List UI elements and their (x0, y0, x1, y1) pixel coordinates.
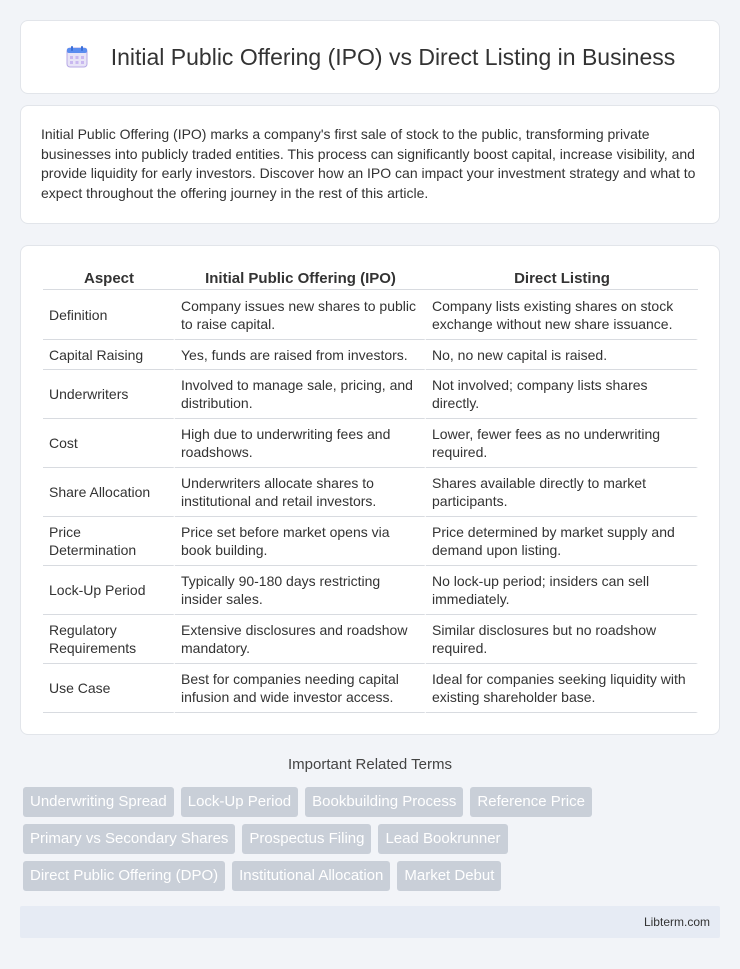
related-terms-list (23, 787, 723, 898)
cell-aspect: Price Determination (43, 517, 175, 566)
table-row (43, 290, 698, 340)
table-header-row (43, 264, 698, 290)
cell-ipo: Yes, funds are raised from investors. (175, 340, 426, 370)
term-tag[interactable]: Lock-Up Period (181, 787, 298, 817)
term-tag[interactable]: Market Debut (397, 861, 501, 891)
cell-aspect: Regulatory Requirements (43, 615, 175, 664)
cell-direct-listing: Company lists existing shares on stock exchange without new share issuance. (426, 290, 698, 340)
cell-direct-listing: Ideal for companies seeking liquidity with existing shareholder base. (426, 664, 698, 713)
footer (20, 906, 720, 938)
comparison-card (20, 245, 720, 735)
cell-ipo: Best for companies needing capital infusion and wide investor access. (175, 664, 426, 713)
table-row (43, 615, 698, 664)
title-card (20, 20, 720, 94)
terms-row (23, 861, 723, 891)
calendar-icon (65, 45, 89, 69)
cell-ipo: Company issues new shares to public to raise capital. (175, 290, 426, 340)
cell-aspect: Use Case (43, 664, 175, 713)
cell-direct-listing: Similar disclosures but no roadshow required. (426, 615, 698, 664)
cell-direct-listing: Shares available directly to market participants. (426, 468, 698, 517)
term-tag[interactable]: Bookbuilding Process (305, 787, 463, 817)
table-row (43, 370, 698, 419)
cell-direct-listing: No lock-up period; insiders can sell immediately. (426, 566, 698, 615)
cell-direct-listing: No, no new capital is raised. (426, 340, 698, 370)
cell-ipo: Price set before market opens via book building. (175, 517, 426, 566)
table-row (43, 468, 698, 517)
terms-row (23, 787, 723, 817)
cell-aspect: Underwriters (43, 370, 175, 419)
table-row (43, 664, 698, 713)
terms-row (23, 824, 723, 854)
header-aspect: Aspect (43, 264, 175, 290)
term-tag[interactable]: Reference Price (470, 787, 592, 817)
cell-ipo: Typically 90-180 days restricting insider sales. (175, 566, 426, 615)
comparison-table (43, 264, 698, 713)
term-tag[interactable]: Prospectus Filing (242, 824, 371, 854)
page-title: Initial Public Offering (IPO) vs Direct Listing in Business (110, 43, 676, 70)
cell-aspect: Capital Raising (43, 340, 175, 370)
cell-direct-listing: Price determined by market supply and demand upon listing. (426, 517, 698, 566)
cell-direct-listing: Not involved; company lists shares directly. (426, 370, 698, 419)
cell-ipo: High due to underwriting fees and roadshows. (175, 419, 426, 468)
header-direct-listing: Direct Listing (426, 264, 698, 290)
cell-ipo: Involved to manage sale, pricing, and distribution. (175, 370, 426, 419)
cell-aspect: Share Allocation (43, 468, 175, 517)
intro-paragraph: Initial Public Offering (IPO) marks a company's first sale of stock to the public, transforming private businesses into publicly traded entities. This process can significantly boost capital, increase visibility, and provide liquidity for early investors. Discover how an IPO can impact your investment strategy and what to expect throughout the offering journey in the rest of this article. (41, 126, 696, 201)
cell-direct-listing: Lower, fewer fees as no underwriting required. (426, 419, 698, 468)
intro-card (20, 105, 720, 224)
table-row (43, 517, 698, 566)
cell-ipo: Extensive disclosures and roadshow mandatory. (175, 615, 426, 664)
footer-brand[interactable]: Libterm.com (643, 915, 710, 929)
table-row (43, 419, 698, 468)
cell-aspect: Cost (43, 419, 175, 468)
related-terms-heading: Important Related Terms (288, 756, 452, 773)
term-tag[interactable]: Primary vs Secondary Shares (23, 824, 235, 854)
term-tag[interactable]: Institutional Allocation (232, 861, 390, 891)
header-ipo: Initial Public Offering (IPO) (175, 264, 426, 290)
cell-aspect: Definition (43, 290, 175, 340)
term-tag[interactable]: Direct Public Offering (DPO) (23, 861, 225, 891)
cell-aspect: Lock-Up Period (43, 566, 175, 615)
table-row (43, 566, 698, 615)
table-row (43, 340, 698, 370)
term-tag[interactable]: Lead Bookrunner (378, 824, 507, 854)
term-tag[interactable]: Underwriting Spread (23, 787, 174, 817)
cell-ipo: Underwriters allocate shares to institutional and retail investors. (175, 468, 426, 517)
